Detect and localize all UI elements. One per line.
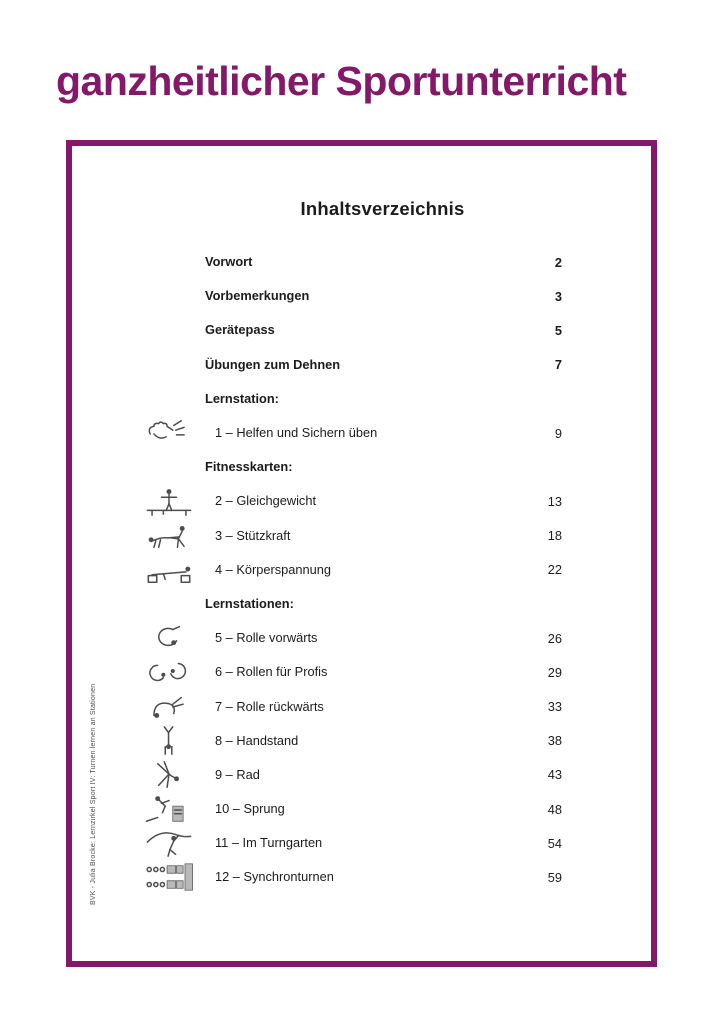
toc-row [133,416,562,450]
toc-entry-label: 1 – Helfen und Sichern üben [215,425,378,440]
wheelbarrow-walk-icon [144,520,194,552]
gym-garden-icon [144,827,194,859]
toc-page-number: 9 [554,425,562,441]
toc-entry-label: 10 – Sprung [215,801,285,817]
toc-page-number: 7 [554,357,562,373]
toc-row [133,860,562,894]
toc-entry-label: 2 – Gleichgewicht [215,493,317,509]
toc-row [133,689,562,723]
toc-page-number: 13 [547,493,562,509]
toc-content-box [66,140,657,967]
icon-cell [133,861,205,893]
toc-page-number: 33 [547,699,562,715]
icon-cell [133,691,205,723]
toc-entry-label: 11 – Im Turngarten [215,835,323,851]
cartwheel-icon [144,759,194,791]
copyright-sidebar-text: BVK - Julia Brocke: Lernzirkel Sport IV: Turnen lernen an Stationen [90,683,97,905]
icon-cell [133,554,205,586]
forward-roll-icon [144,622,194,654]
icon-cell [133,725,205,757]
toc-row [133,621,562,655]
balance-bench-icon [144,485,194,517]
icon-cell [133,827,205,859]
toc-page-number: 22 [547,562,562,578]
toc-page-number: 54 [547,835,562,851]
icon-cell [133,656,205,688]
toc-page-number: 18 [547,528,562,544]
toc-section-header [133,587,562,621]
toc-row [133,484,562,518]
vault-jump-icon [144,793,194,825]
toc-entry-label: 12 – Synchronturnen [215,869,334,885]
body-tension-icon [144,554,194,586]
toc-page-number: 26 [547,630,562,646]
handstand-icon [144,725,194,757]
toc-row [133,553,562,587]
toc-item-label: Gerätepass [205,322,275,338]
pro-rolls-icon [144,656,194,688]
toc-section-header [133,450,562,484]
toc-item-label: Vorwort [205,254,253,270]
toc-entry-label: 4 – Körperspannung [215,561,331,577]
toc-entry-label: 9 – Rad [215,766,260,782]
icon-cell [133,520,205,552]
icon-cell [133,759,205,791]
toc-page-number: 43 [547,767,562,783]
toc-row [133,348,562,382]
toc-page-number: 29 [547,664,562,680]
toc-item-label: Vorbemerkungen [205,288,310,304]
toc-row [133,724,562,758]
icon-cell [133,622,205,654]
toc-page-number: 59 [547,869,562,885]
toc-section-label: Lernstation: [205,390,279,406]
toc-row [133,792,562,826]
toc-entry-label: 3 – Stützkraft [215,527,291,543]
toc-row [133,655,562,689]
helping-hands-icon [144,417,194,449]
toc-entry-label: 5 – Rolle vorwärts [215,630,318,646]
toc-row [133,758,562,792]
toc-page-number: 38 [547,733,562,749]
icon-cell [133,485,205,517]
toc-row [133,826,562,860]
toc-page-number: 2 [554,254,562,270]
toc-row [133,279,562,313]
toc-row [133,245,562,279]
toc-page-number: 48 [547,801,562,817]
toc-row [133,519,562,553]
synchro-gym-icon [144,861,194,893]
toc-entry-label: 6 – Rollen für Profis [215,664,328,680]
toc-rows [133,245,562,895]
toc-section-label: Fitnesskarten: [205,459,293,475]
toc-section-label: Lernstationen: [205,595,294,611]
toc-row [133,313,562,347]
toc-page-number: 3 [554,288,562,304]
toc-entry-label: 7 – Rolle rückwärts [215,698,324,714]
icon-cell [133,417,205,449]
toc-heading: Inhaltsverzeichnis [300,198,465,219]
icon-cell [133,793,205,825]
page-title: ganzheitlicher Sportunterricht [56,58,627,104]
backward-roll-icon [144,691,194,723]
toc-item-label: Übungen zum Dehnen [205,356,341,372]
toc-entry-label: 8 – Handstand [215,732,299,748]
toc-page-number: 5 [554,322,562,338]
toc-section-header [133,382,562,416]
